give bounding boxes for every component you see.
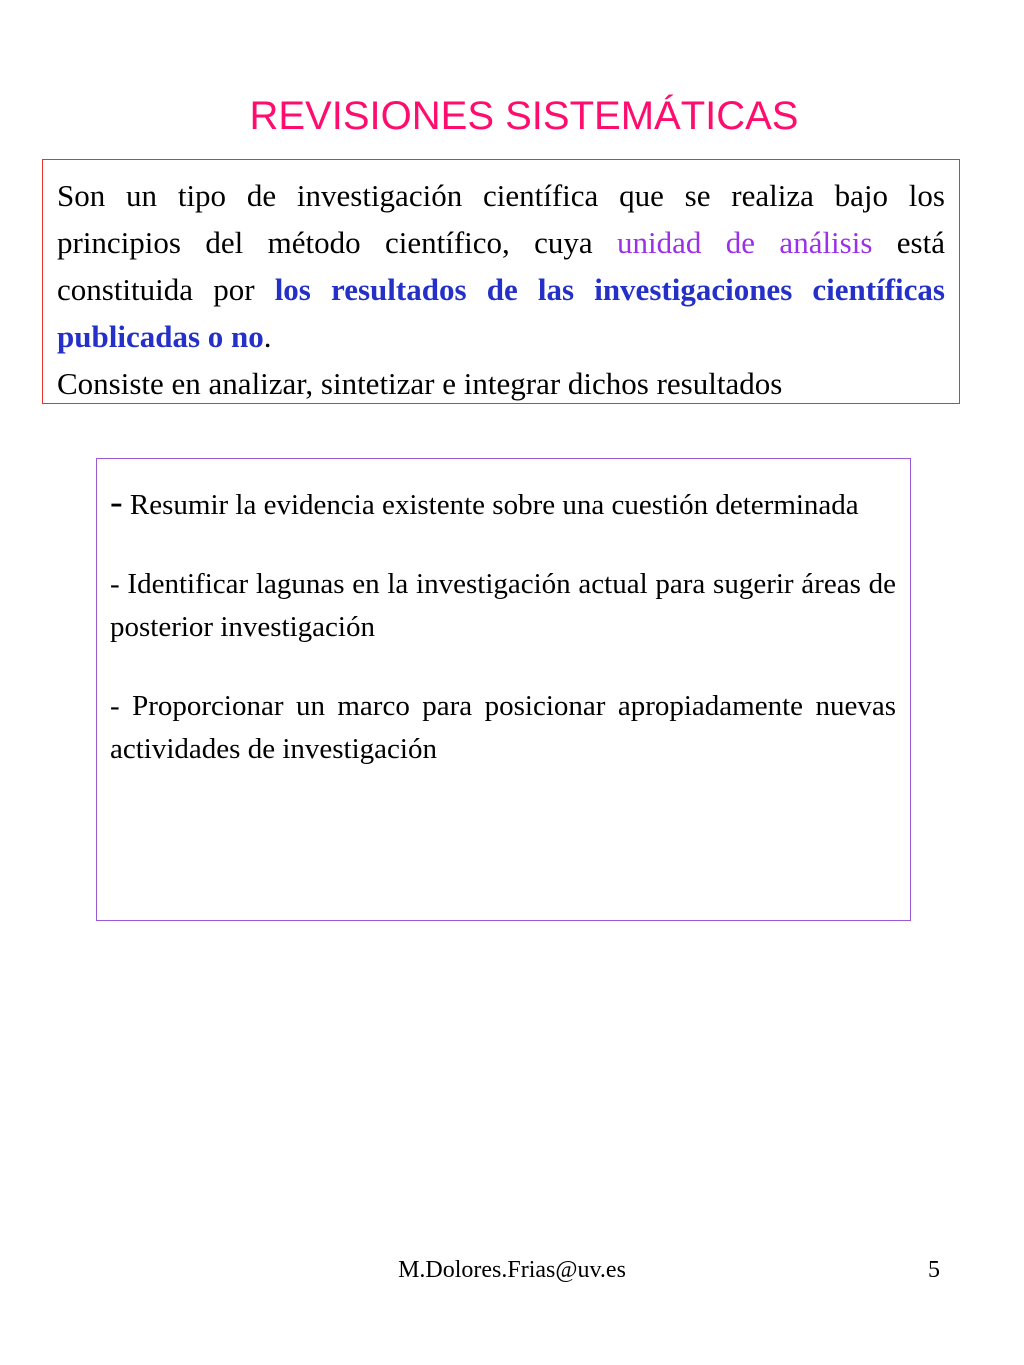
objective-item — [110, 483, 896, 527]
objective-item — [110, 563, 896, 649]
definition-text-part3: . — [263, 319, 272, 354]
footer-email: M.Dolores.Frias@uv.es — [398, 1257, 626, 1283]
objective-dash: - — [110, 481, 123, 523]
objective-text: Resumir la evidencia existente sobre una cuestión determinada — [122, 489, 859, 521]
objective-dash: - — [110, 568, 120, 600]
objective-text: Identificar lagunas en la investigación actual para sugerir áreas de posterior investigación — [110, 568, 896, 643]
definition-consists-line: Consiste en analizar, sintetizar e integrar dichos resultados — [57, 366, 783, 401]
objective-item — [110, 685, 896, 771]
definition-text-part1: Son un tipo de investigación científica que se realiza bajo los principios del método científico, cuya — [57, 178, 945, 260]
research-results-highlight: los resultados de las investigaciones científicas publicadas o no — [57, 272, 945, 354]
definition-text-part2: está constituida por — [57, 225, 945, 307]
definition-box — [42, 159, 960, 404]
slide-title: REVISIONES SISTEMÁTICAS — [249, 94, 799, 138]
definition-paragraph — [57, 172, 945, 360]
page-number: 5 — [928, 1257, 940, 1283]
objectives-box — [96, 458, 911, 921]
objective-text: Proporcionar un marco para posicionar apropiadamente nuevas actividades de investigación — [110, 690, 896, 765]
unit-of-analysis-highlight: unidad de análisis — [617, 225, 873, 260]
objective-dash: - — [110, 690, 120, 722]
